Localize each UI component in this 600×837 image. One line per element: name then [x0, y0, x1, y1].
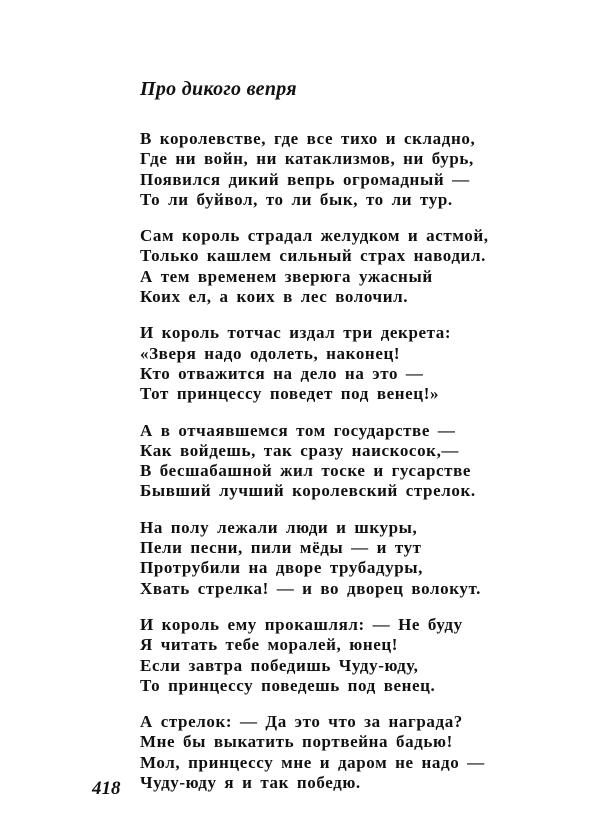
poem-line: А стрелок: — Да это что за награда?: [140, 712, 463, 732]
poem-line: То ли буйвол, то ли бык, то ли тур.: [140, 189, 453, 209]
poem-line: В королевстве, где все тихо и складно,: [140, 129, 476, 148]
poem-line: Коих ел, а коих в лес волочил.: [140, 287, 409, 307]
poem-line: То принцессу поведешь под венец.: [140, 675, 436, 695]
poem-line: Мол, принцессу мне и даром не надо —: [140, 752, 485, 772]
poem-line: В бесшабашной жил тоске и гусарстве: [140, 461, 472, 481]
poem-line: Я читать тебе моралей, юнец!: [140, 635, 399, 655]
poem-title: Про дикого вепря: [140, 78, 297, 100]
poem-line: А в отчаявшемся том государстве —: [140, 420, 456, 440]
poem-line: Пели песни, пили мёды — и тут: [140, 538, 422, 558]
stanza: [140, 323, 520, 404]
poem-line: Протрубили на дворе трубадуры,: [140, 558, 423, 578]
poem-line: И король ему прокашлял: — Не буду: [140, 614, 463, 634]
poem-line: И король тотчас издал три декрета:: [140, 323, 452, 343]
stanza: [140, 712, 520, 793]
poem-line: Появился дикий вепрь огромадный —: [140, 169, 470, 189]
stanza: [140, 226, 520, 307]
poem-line: «Зверя надо одолеть, наконец!: [140, 343, 401, 363]
stanza: [140, 129, 520, 210]
poem-line: Чуду-юду я и так победю.: [140, 773, 361, 793]
stanza: [140, 421, 520, 502]
stanza: [140, 615, 520, 696]
poem-line: Хвать стрелка! — и во дворец волокут.: [140, 578, 481, 598]
poem-line: Где ни войн, ни катаклизмов, ни бурь,: [140, 149, 474, 169]
poem-line: Как войдешь, так сразу наискосок,—: [140, 440, 460, 460]
poem-line: Сам король страдал желудком и астмой,: [140, 226, 489, 246]
page-number: 418: [92, 778, 121, 799]
poem-line: Кто отважится на дело на это —: [140, 363, 424, 383]
poem-line: Тот принцессу поведет под венец!»: [140, 384, 440, 404]
poem-line: Если завтра победишь Чуду-юду,: [140, 655, 419, 675]
poem-line: На полу лежали люди и шкуры,: [140, 517, 418, 537]
poem-line: Бывший лучший королевский стрелок.: [140, 481, 476, 501]
stanza: [140, 518, 520, 599]
poem-body: [140, 129, 520, 809]
poem-line: Только кашлем сильный страх наводил.: [140, 246, 486, 266]
poem-line: Мне бы выкатить портвейна бадью!: [140, 732, 453, 752]
poem-line: А тем временем зверюга ужасный: [140, 266, 433, 286]
